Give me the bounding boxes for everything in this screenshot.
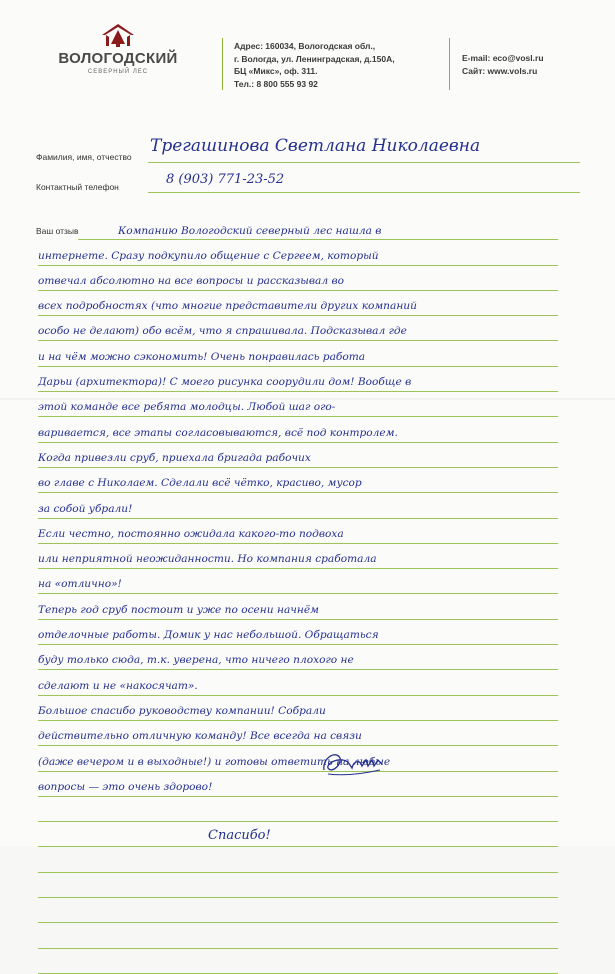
review-text-line: отделочные работы. Домик у нас небольшой. Обращаться (38, 629, 379, 642)
review-row (38, 620, 558, 645)
review-row (38, 316, 558, 341)
company-name: ВОЛОГОДСКИЙ (58, 50, 178, 67)
phone-line: Тел.: 8 800 555 93 92 (234, 78, 318, 89)
name-line (148, 162, 580, 163)
review-text-line: особо не делают) обо всём, что я спрашивала. Подсказывал где (38, 325, 407, 338)
review-text-line: Компанию Вологодский северный лес нашла в (118, 225, 382, 238)
review-row (38, 949, 558, 974)
review-row (38, 468, 558, 493)
review-text-line: всех подробностях (что многие представители других компаний (38, 300, 417, 313)
review-text-line: Если честно, постоянно ожидала какого-то подвоха (38, 527, 344, 540)
review-row (38, 721, 558, 746)
phone-label: Контактный телефон (36, 182, 119, 192)
header-divider (449, 38, 450, 90)
review-text-line: (даже вечером и в выходные!) и готовы ответить на любые (38, 755, 391, 768)
address-line: г. Вологда, ул. Ленинградская, д.150А, (234, 53, 395, 64)
name-value: Трегашинова Светлана Николаевна (150, 136, 481, 156)
review-row (38, 443, 558, 468)
review-text-line: Дарьи (архитектора)! С моего рисунка соорудили дом! Вообще в (38, 376, 412, 389)
review-block (38, 216, 558, 974)
review-text-line: вопросы — это очень здорово! (38, 780, 213, 793)
review-text-line: Теперь год сруб постоит и уже по осени начнём (38, 603, 319, 616)
company-subtitle: СЕВЕРНЫЙ ЛЕС (87, 69, 149, 75)
review-row (38, 696, 558, 721)
review-row (38, 493, 558, 518)
review-row (38, 216, 558, 240)
email-line: E-mail: eco@vosl.ru (462, 53, 544, 63)
review-text-line: и на чём можно сэкономить! Очень понравилась работа (38, 350, 366, 363)
address-line: БЦ «Микс», оф. 311. (234, 66, 318, 77)
review-text-line: отвечал абсолютно на все вопросы и рассказывал во (38, 274, 345, 287)
review-row (38, 240, 558, 265)
review-row (38, 569, 558, 594)
review-row (38, 822, 558, 847)
review-text-line: за собой убрали! (38, 502, 133, 515)
header-divider (222, 38, 223, 90)
review-row (38, 772, 558, 797)
phone-value: 8 (903) 771-23-52 (166, 172, 285, 187)
review-row (38, 544, 558, 569)
review-row (38, 923, 558, 948)
review-row (38, 392, 558, 417)
review-row (38, 341, 558, 366)
review-row (38, 797, 558, 822)
review-row (38, 266, 558, 291)
review-text-line: или неприятной неожиданности. Но компания сработала (38, 553, 377, 566)
address-line: Адрес: 160034, Вологодская обл., (234, 41, 376, 51)
house-icon (100, 22, 136, 48)
review-text-line: Когда привезли сруб, приехала бригада рабочих (38, 451, 311, 464)
review-row (38, 645, 558, 670)
company-contacts (462, 52, 544, 77)
review-row (38, 898, 558, 923)
review-text-line: Спасибо! (208, 828, 271, 844)
review-row (38, 291, 558, 316)
review-row (38, 519, 558, 544)
review-row (38, 847, 558, 872)
review-label: Ваш отзыв (36, 226, 79, 236)
review-row (38, 873, 558, 898)
review-text-line: во главе с Николаем. Сделали всё чётко, красиво, мусор (38, 477, 362, 490)
review-text-line: буду только сюда, т.к. уверена, что ничего плохого не (38, 654, 354, 667)
review-text-line: сделают и не «накосячат». (38, 679, 198, 692)
phone-line (148, 192, 580, 193)
company-logo (58, 22, 178, 75)
name-label: Фамилия, имя, отчество (36, 152, 132, 162)
review-text-line: варивается, все этапы согласовываются, всё под контролем. (38, 426, 398, 439)
review-row (38, 417, 558, 442)
review-text-line: Большое спасибо руководству компании! Собрали (38, 704, 326, 717)
review-text-line: действительно отличную команду! Все всегда на связи (38, 730, 362, 743)
review-row (38, 746, 558, 771)
review-text-line: этой команде все ребята молодцы. Любой шаг ого- (38, 401, 336, 414)
company-address (234, 40, 395, 90)
review-row (38, 594, 558, 619)
review-row (38, 670, 558, 695)
signature (318, 746, 388, 782)
site-line: Сайт: www.vols.ru (462, 65, 538, 76)
review-row (38, 367, 558, 392)
review-text-line: на «отлично»! (38, 578, 122, 591)
review-text-line: интернете. Сразу подкупило общение с Сергеем, который (38, 249, 379, 262)
